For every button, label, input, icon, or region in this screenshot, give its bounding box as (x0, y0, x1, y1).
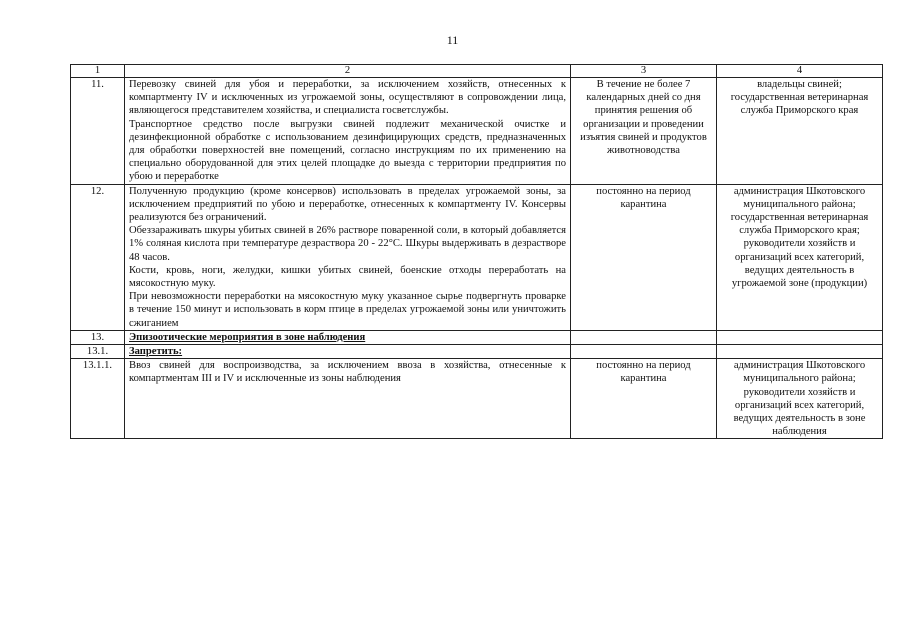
header-col-2: 2 (125, 65, 571, 78)
measure-text (125, 184, 571, 330)
table-header-row (71, 65, 883, 78)
section-heading: Эпизоотические мероприятия в зоне наблюдения (125, 330, 571, 344)
term-cell: постоянно на период карантина (571, 184, 717, 330)
measure-text (125, 78, 571, 185)
measure-text (125, 359, 571, 439)
row-number: 13.1. (71, 345, 125, 359)
table-row-11 (71, 78, 883, 185)
measure-paragraph: Транспортное средство после выгрузки свиней подлежит механической очистке и дезинфекционной обработке с использованием дезинфицирующих средств, предназначенных для обработки поверхностей вне помещений, согласно инструкциям по их применению на специально оборудованной для этих целей площадке до выезда с территории предприятия по убою и переработке (129, 118, 566, 183)
section-heading: Запретить: (125, 345, 571, 359)
measure-paragraph: Ввоз свиней для воспроизводства, за исключением ввоза в хозяйства, отнесенные к компартментам III и IV и исключенные из зоны наблюдения (129, 360, 566, 385)
responsible-cell: администрация Шкотовского муниципального района; руководители хозяйств и организаций всех категорий, ведущих деятельность в зоне наблюдения (717, 359, 883, 439)
empty-cell (571, 345, 717, 359)
measure-paragraph: Полученную продукцию (кроме консервов) использовать в пределах угрожаемой зоны, за исключением предприятий по убою и переработке, отнесенных к компартменту IV. Консервы реализуются без ограничений. (129, 185, 566, 224)
header-col-1: 1 (71, 65, 125, 78)
row-number: 13.1.1. (71, 359, 125, 439)
header-col-4: 4 (717, 65, 883, 78)
term-cell: В течение не более 7 календарных дней со дня принятия решения об организации и проведении изъятия свиней и продуктов животноводства (571, 78, 717, 185)
table-row-13-1-1 (71, 359, 883, 439)
row-number: 11. (71, 78, 125, 185)
table-row-12 (71, 184, 883, 330)
responsible-cell: владельцы свиней; государственная ветеринарная служба Приморского края (717, 78, 883, 185)
measure-paragraph: Кости, кровь, ноги, желудки, кишки убитых свиней, боенские отходы переработать на мясокостную муку. (129, 264, 566, 290)
measure-paragraph: Перевозку свиней для убоя и переработки, за исключением хозяйств, отнесенных к компартменту IV и исключенных из угрожаемой зоны, осуществляют в сопровождении лица, являющегося представителем хозяйства, и специалиста госветслужбы. (129, 79, 566, 117)
page-number: 11 (446, 33, 459, 47)
empty-cell (717, 345, 883, 359)
term-cell: постоянно на период карантина (571, 359, 717, 439)
empty-cell (717, 330, 883, 344)
responsible-cell: администрация Шкотовского муниципального района; государственная ветеринарная служба Приморского края; руководители хозяйств и организаций всех категорий, ведущих деятельность в угрожаемой зоне (продукции) (717, 184, 883, 330)
measure-paragraph: Обеззараживать шкуры убитых свиней в 26% растворе поваренной соли, в который добавляется 1% соляная кислота при температуре дезраствора 20 - 22°С. Шкуры выдерживать в дезрастворе 48 часов. (129, 225, 566, 263)
empty-cell (571, 330, 717, 344)
row-number: 13. (71, 330, 125, 344)
row-number: 12. (71, 184, 125, 330)
measures-table (70, 64, 883, 439)
table-row-13 (71, 330, 883, 344)
table-row-13-1 (71, 345, 883, 359)
measure-paragraph: При невозможности переработки на мясокостную муку указанное сырье подвергнуть проварке в течение 150 минут и использовать в корм птице в пределах угрожаемой зоны или уничтожить сжиганием (129, 291, 566, 329)
header-col-3: 3 (571, 65, 717, 78)
